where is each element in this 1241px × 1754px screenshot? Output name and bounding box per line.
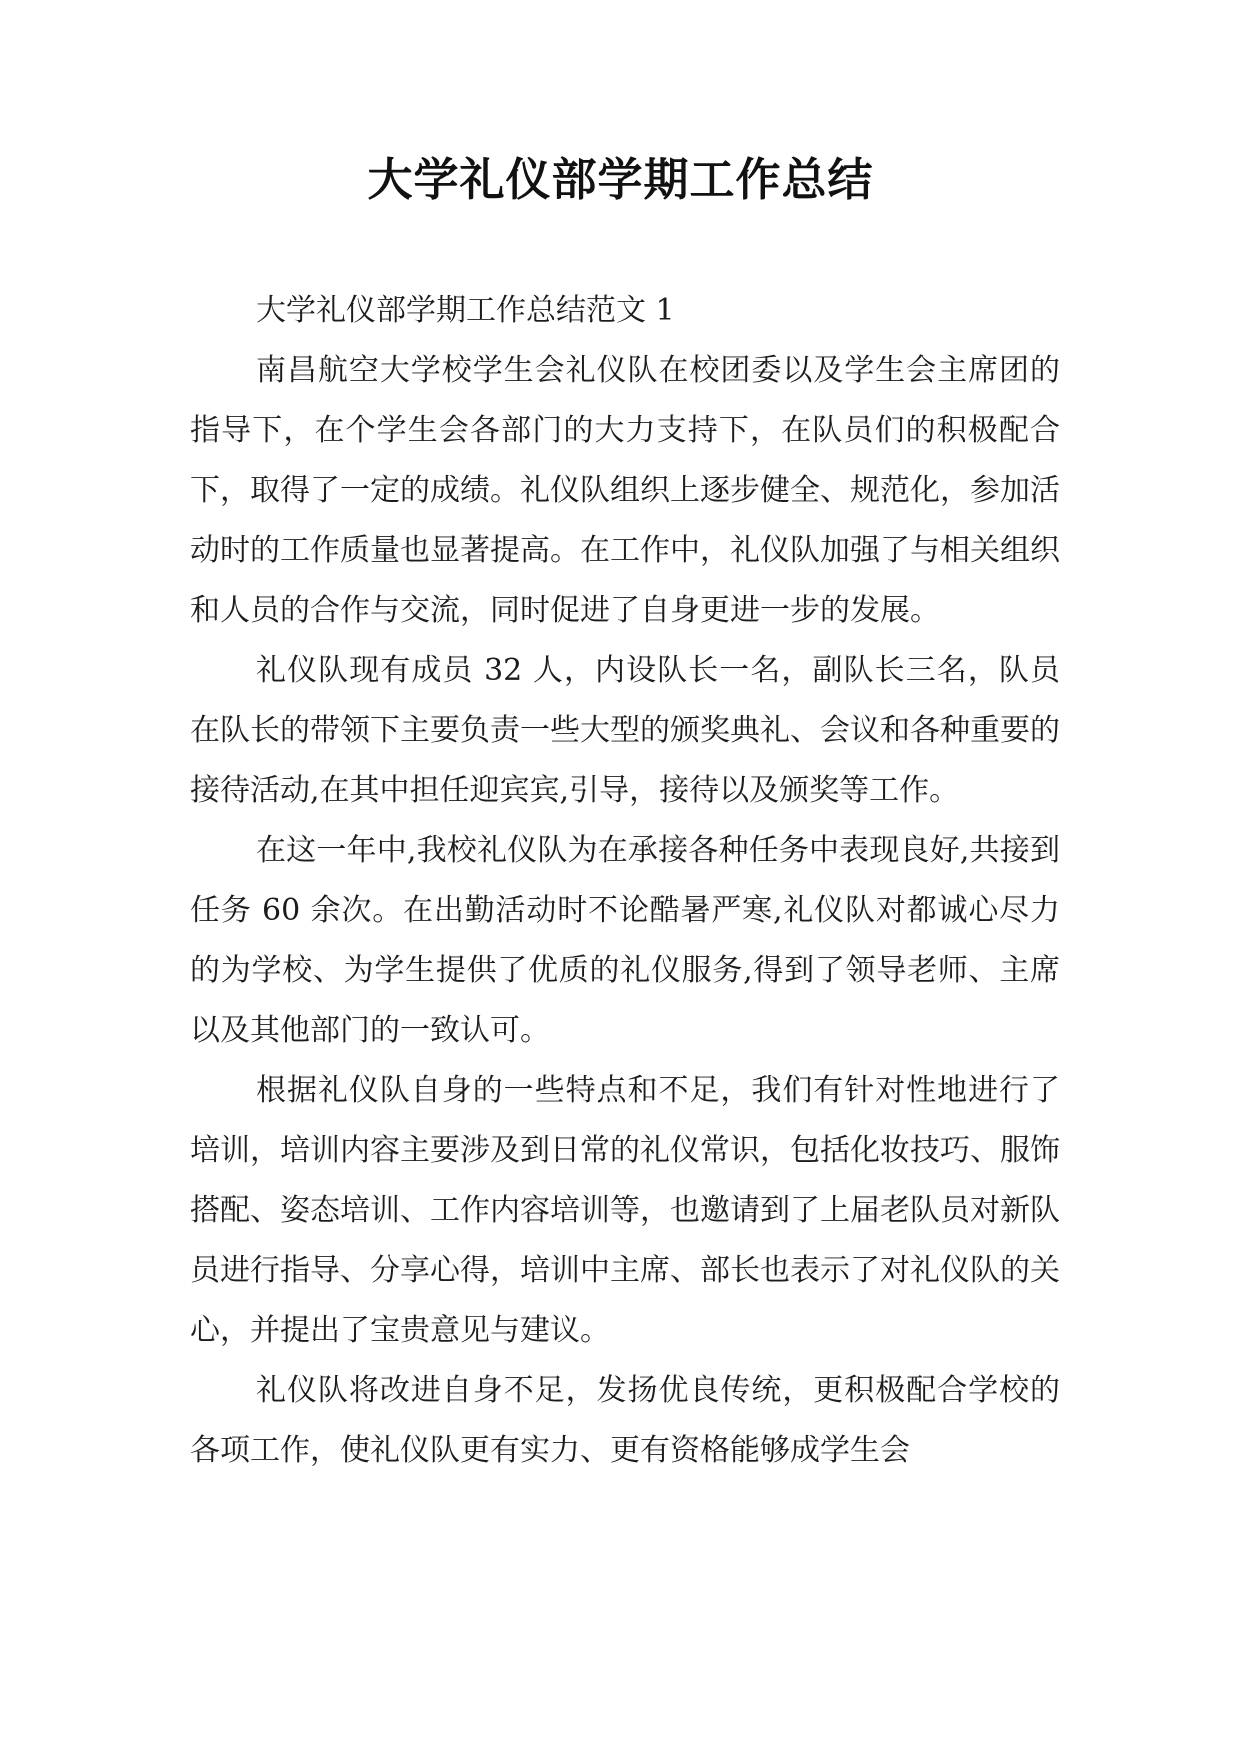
- paragraph-1: 南昌航空大学校学生会礼仪队在校团委以及学生会主席团的指导下，在个学生会各部门的大力支持下，在队员们的积极配合下，取得了一定的成绩。礼仪队组织上逐步健全、规范化，参加活动时的工作质量也显著提高。在工作中，礼仪队加强了与相关组织和人员的合作与交流，同时促进了自身更进一步的发展。: [190, 353, 1060, 628]
- document-title: 大学礼仪部学期工作总结: [367, 153, 874, 206]
- section-subheading: 大学礼仪部学期工作总结范文 1: [256, 293, 675, 328]
- paragraph-3: 在这一年中,我校礼仪队为在承接各种任务中表现良好,共接到任务 60 余次。在出勤活动时不论酷暑严寒,礼仪队对都诚心尽力的为学校、为学生提供了优质的礼仪服务,得到了领导老师、主席以及其他部门的一致认可。: [190, 833, 1060, 1048]
- document-body: [190, 281, 1060, 1481]
- paragraph-5: 礼仪队将改进自身不足，发扬优良传统，更积极配合学校的各项工作，使礼仪队更有实力、更有资格能够成学生会: [190, 1373, 1060, 1468]
- paragraph-4: 根据礼仪队自身的一些特点和不足，我们有针对性地进行了培训，培训内容主要涉及到日常的礼仪常识，包括化妆技巧、服饰搭配、姿态培训、工作内容培训等，也邀请到了上届老队员对新队员进行指导、分享心得，培训中主席、部长也表示了对礼仪队的关心，并提出了宝贵意见与建议。: [190, 1073, 1060, 1348]
- paragraph-2: 礼仪队现有成员 32 人，内设队长一名，副队长三名，队员在队长的带领下主要负责一些大型的颁奖典礼、会议和各种重要的接待活动,在其中担任迎宾宾,引导，接待以及颁奖等工作。: [190, 653, 1060, 808]
